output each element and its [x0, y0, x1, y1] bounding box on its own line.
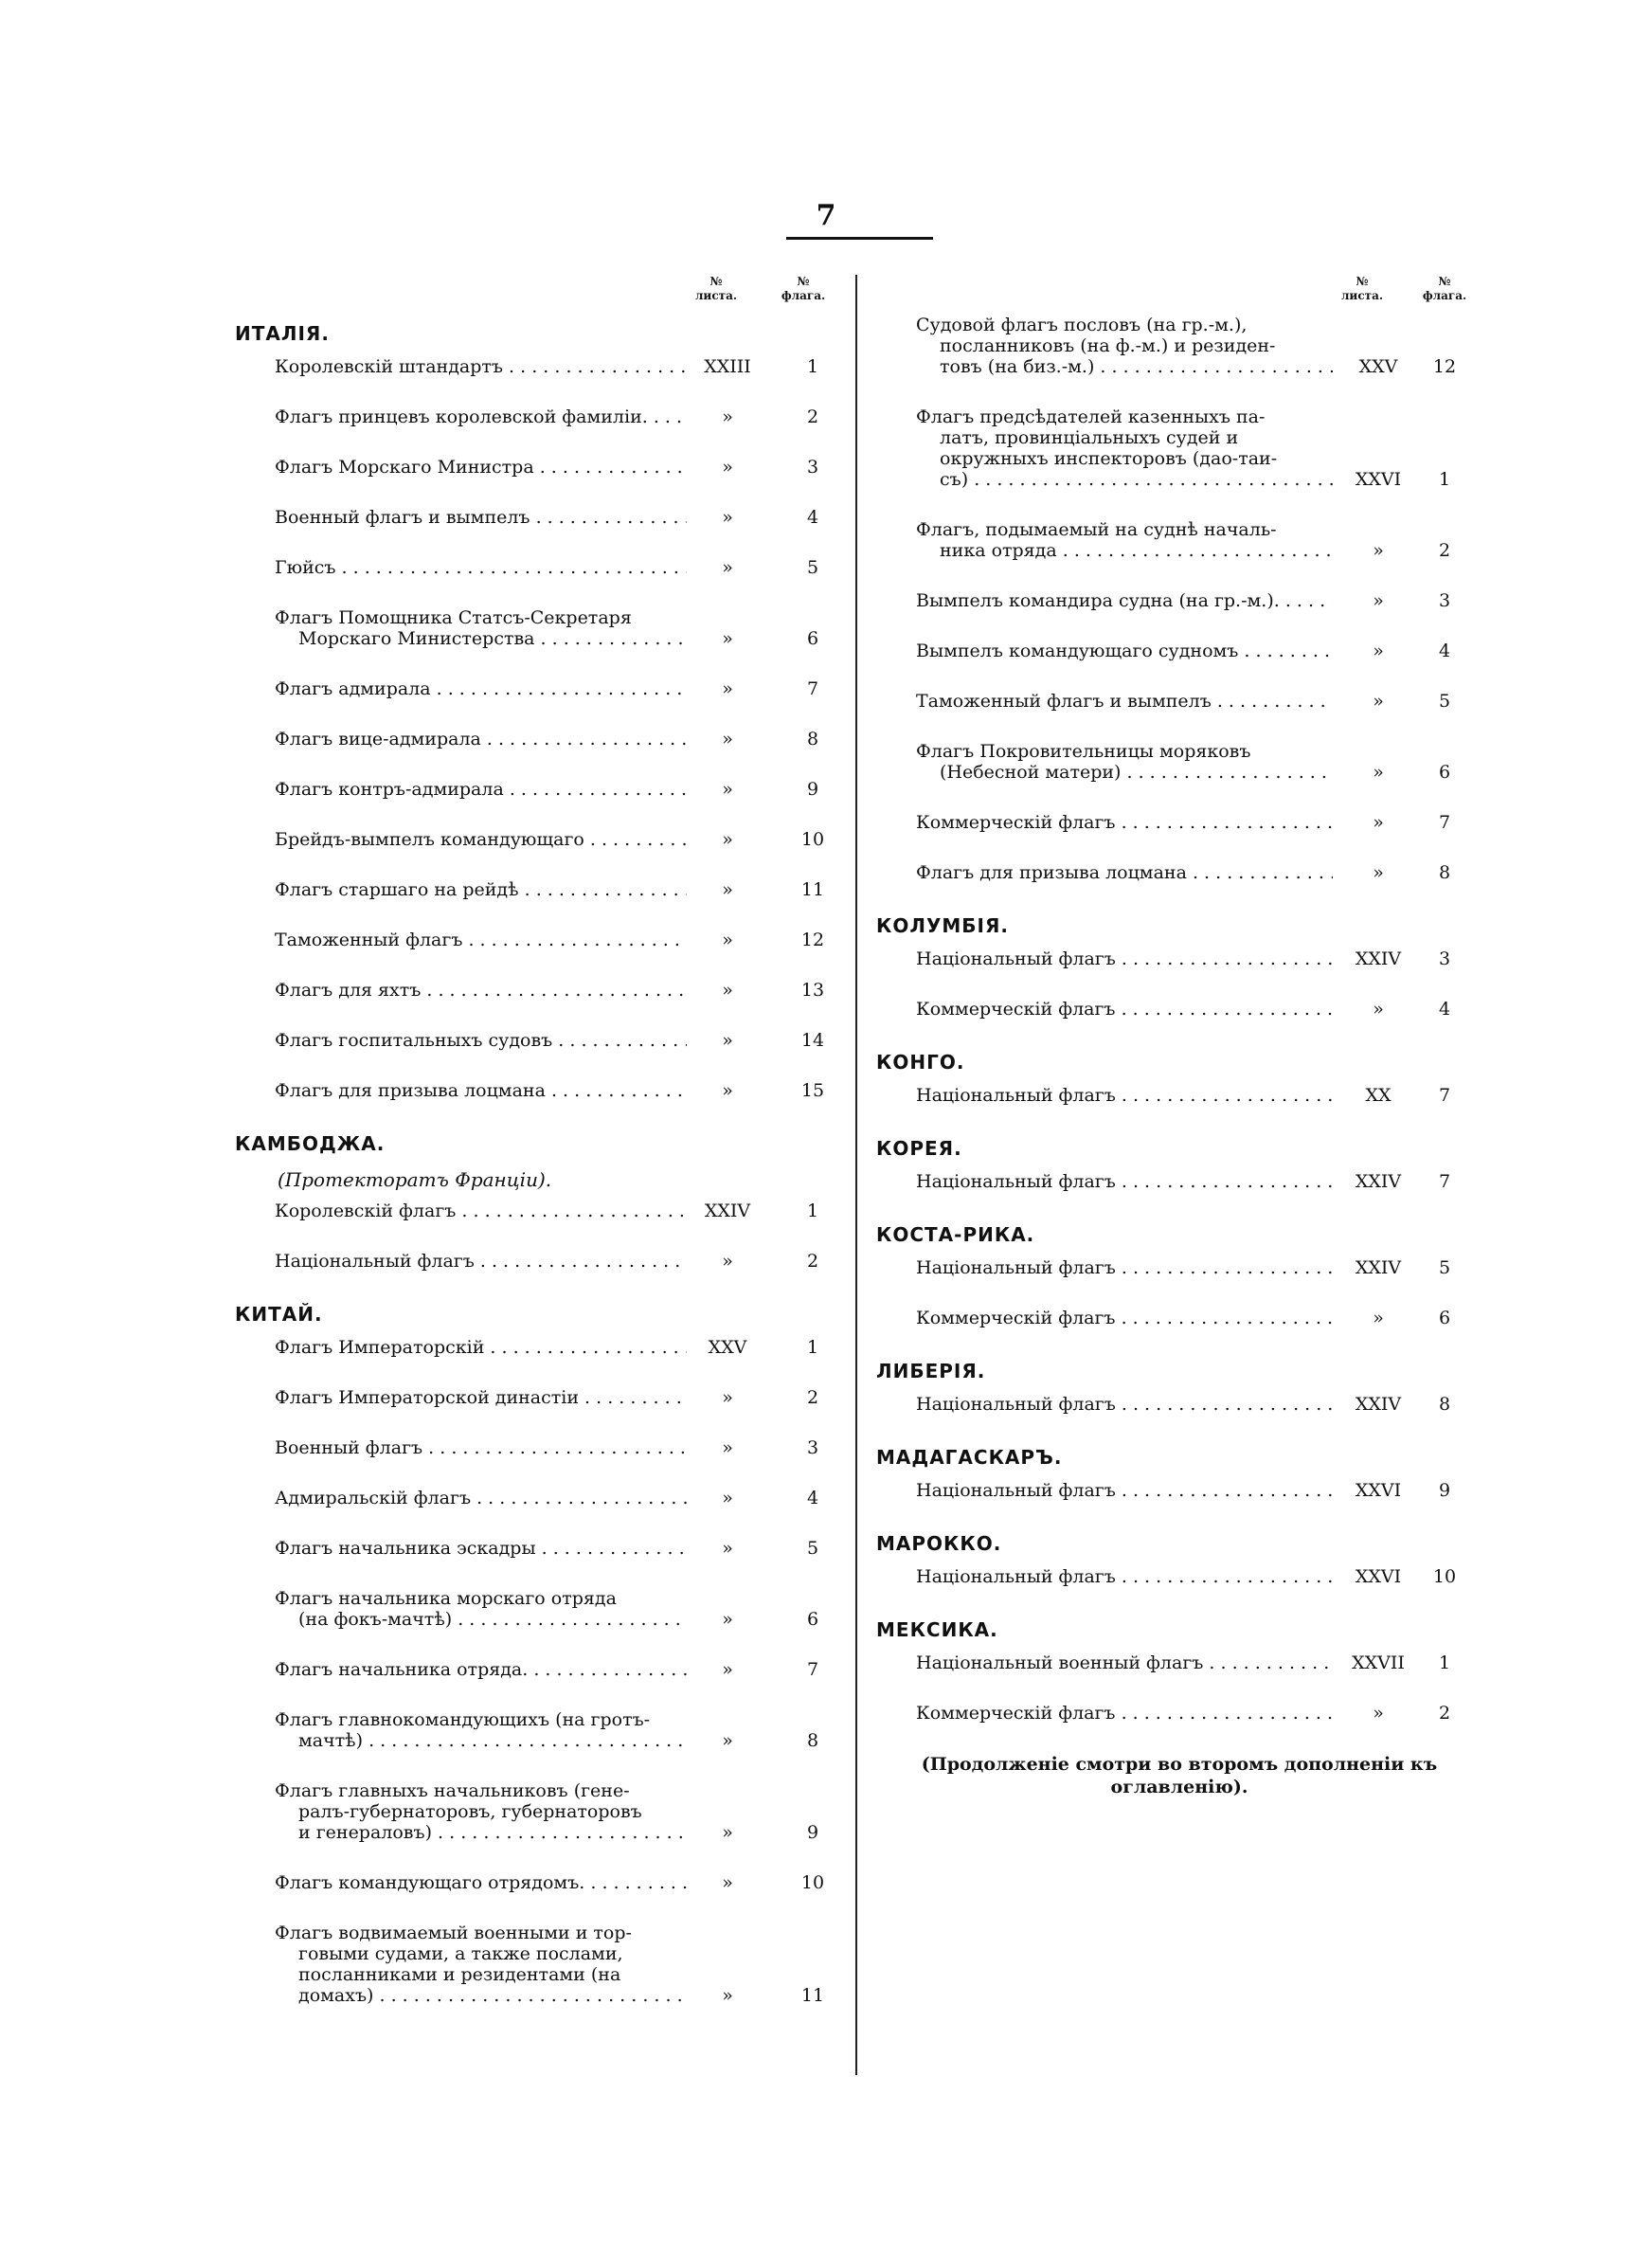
entry-text: Адмиральскій флагъ . . . [275, 1488, 687, 1508]
flag-number: 12 [800, 930, 825, 950]
sheet-number: » [722, 1609, 733, 1630]
entry-name [916, 862, 1333, 883]
entry-line: ралъ-губернаторовъ, губернаторовъ [298, 1801, 642, 1822]
sheet-number: » [722, 1822, 733, 1843]
flag-number: 9 [1438, 1480, 1451, 1501]
sheet-number: » [1373, 812, 1384, 833]
flag-number: 4 [806, 507, 819, 528]
flag-number: 3 [1438, 590, 1451, 611]
toc-entry [876, 1566, 1473, 1587]
entry-name [275, 1659, 687, 1680]
toc-entry [876, 741, 1473, 783]
toc-entry [235, 1251, 836, 1272]
entry-name [916, 1257, 1333, 1278]
entry-name [275, 1588, 687, 1630]
toc-entry [876, 999, 1473, 1020]
sheet-number: XXIV [1355, 948, 1402, 969]
entry-line: Флагъ главнокомандующихъ (на гротъ- [275, 1709, 651, 1730]
entry-text: Вымпелъ командующаго судномъ . . . [916, 641, 1333, 661]
entry-name [275, 1780, 687, 1843]
flag-number: 14 [800, 1030, 825, 1051]
toc-entry [235, 1337, 836, 1358]
column-divider [855, 275, 857, 2075]
toc-entry [876, 1652, 1473, 1673]
sheet-number: » [722, 1985, 733, 2006]
entry-name [916, 1703, 1333, 1724]
entry-line: мачтѣ) . . . [275, 1730, 687, 1751]
toc-entry [235, 1437, 836, 1458]
flag-number: 4 [1438, 999, 1451, 1020]
section-heading: МАДАГАСКАРЪ. [876, 1446, 1063, 1469]
entry-text: Коммерческій флагъ . . . [916, 1308, 1333, 1328]
entry-name [275, 1538, 687, 1559]
flag-number: 2 [1438, 1703, 1451, 1724]
entry-text: Флагъ адмирала . . . [275, 678, 687, 699]
toc-entry [876, 1308, 1473, 1328]
sheet-number: XXIV [1355, 1171, 1402, 1192]
sheet-number: » [722, 1251, 733, 1272]
entry-name [916, 590, 1333, 611]
sheet-number: » [1373, 999, 1384, 1020]
entry-name [916, 315, 1333, 377]
flag-number: 7 [1438, 812, 1451, 833]
entry-name [916, 741, 1333, 783]
entry-text: Брейдъ-вымпелъ командующаго . . . [275, 829, 687, 850]
toc-entry [235, 1872, 836, 1893]
left-entries [235, 320, 836, 2006]
toc-entry [876, 1085, 1473, 1106]
toc-entry [235, 779, 836, 800]
entry-text: Флагъ командующаго отрядомъ. . . . [275, 1872, 687, 1893]
toc-entry [876, 315, 1473, 377]
entry-text: Флагъ начальника отряда. . . . [275, 1659, 687, 1680]
entry-name [916, 1085, 1333, 1106]
sheet-number: XX [1365, 1085, 1392, 1106]
entry-name [275, 1387, 687, 1408]
flag-number: 7 [1438, 1085, 1451, 1106]
right-column [876, 275, 1473, 1798]
sheet-number: » [722, 557, 733, 578]
entry-name [275, 1709, 687, 1751]
section-heading: КОЛУМБІЯ. [876, 914, 1009, 937]
entry-text: Коммерческій флагъ . . . [916, 812, 1333, 833]
sheet-number: » [1373, 762, 1384, 783]
toc-entry [235, 1080, 836, 1101]
sheet-number: » [722, 829, 733, 850]
entry-line: съ) . . . [916, 469, 1333, 490]
flag-number: 3 [806, 1437, 819, 1458]
entry-text: Королевскій флагъ . . . [275, 1201, 687, 1221]
entry-text: Флагъ старшаго на рейдѣ . . . [275, 879, 687, 900]
section-heading: КОСТА-РИКА. [876, 1223, 1035, 1246]
entry-text: Національный флагъ . . . [916, 948, 1333, 969]
toc-entry [235, 980, 836, 1001]
section-heading: КОНГО. [876, 1051, 965, 1074]
entry-name [275, 1337, 687, 1358]
flag-number: 8 [806, 1730, 819, 1751]
entry-line: посланниками и резидентами (на [298, 1964, 621, 1985]
entry-text: Флагъ Морскаго Министра . . . [275, 457, 687, 478]
flag-number: 9 [806, 1822, 819, 1843]
sheet-number: » [722, 1538, 733, 1559]
sheet-number: » [722, 729, 733, 749]
flag-number: 2 [806, 406, 819, 427]
flag-number: 1 [806, 1337, 819, 1358]
entry-name [916, 519, 1333, 561]
sheet-number: » [722, 1872, 733, 1893]
entry-line: товъ (на биз.-м.) . . . [916, 356, 1333, 377]
sheet-number: XXIV [1355, 1394, 1402, 1415]
entry-text: Флагъ Императорскій . . . [275, 1337, 687, 1358]
section-heading: КИТАЙ. [235, 1303, 323, 1326]
entry-line: латъ, провинціальныхъ судей и [940, 427, 1239, 448]
sheet-number: » [1373, 1703, 1384, 1724]
entry-text: Флагъ для яхтъ . . . [275, 980, 687, 1001]
entry-line: Судовой флагъ пословъ (на гр.-м.), [916, 315, 1248, 335]
entry-name [916, 999, 1333, 1020]
toc-entry [235, 1780, 836, 1843]
sheet-number: » [1373, 1308, 1384, 1328]
section-heading: ИТАЛІЯ. [235, 322, 330, 345]
column-header [876, 275, 1473, 315]
flag-number: 1 [806, 1201, 819, 1221]
toc-entry [876, 519, 1473, 561]
flag-number: 5 [1438, 691, 1451, 712]
toc-entry [876, 1703, 1473, 1724]
continuation-note: (Продолженіе смотри во второмъ дополненіи къ оглавленію). [921, 1754, 1438, 1797]
entry-text: Коммерческій флагъ . . . [916, 999, 1333, 1020]
entry-text: Военный флагъ и вымпелъ . . . [275, 507, 687, 528]
sheet-number: » [1373, 862, 1384, 883]
flag-number: 12 [1432, 356, 1457, 377]
section-heading: МЕКСИКА. [876, 1618, 998, 1641]
sheet-number: XXVI [1355, 1480, 1402, 1501]
entry-name [275, 557, 687, 578]
entry-name [916, 812, 1333, 833]
entry-name [275, 829, 687, 850]
flag-number: 8 [1438, 862, 1451, 883]
entry-line: Флагъ главныхъ начальниковъ (гене- [275, 1780, 630, 1801]
entry-text: Флагъ для призыва лоцмана . . . [275, 1080, 687, 1101]
section-heading: МАРОККО. [876, 1532, 1002, 1555]
entry-line: Морскаго Министерства . . . [275, 628, 687, 649]
entry-text: Таможенный флагъ . . . [275, 930, 687, 950]
entry-name [275, 607, 687, 649]
flag-number: 6 [1438, 762, 1451, 783]
flag-number: 1 [806, 356, 819, 377]
sheet-number: » [722, 628, 733, 649]
entry-name [275, 507, 687, 528]
sheet-number: » [722, 879, 733, 900]
entry-name [275, 1030, 687, 1051]
toc-entry [235, 1030, 836, 1051]
flag-number: 2 [806, 1251, 819, 1272]
entry-text: Національный флагъ . . . [916, 1394, 1333, 1415]
entry-name [916, 948, 1333, 969]
flag-number: 6 [1438, 1308, 1451, 1328]
sheet-number: » [1373, 641, 1384, 661]
toc-entry [235, 678, 836, 699]
entry-name [275, 1437, 687, 1458]
sheet-number: » [722, 930, 733, 950]
entry-name [916, 1171, 1333, 1192]
sheet-number: » [722, 457, 733, 478]
toc-entry [235, 1387, 836, 1408]
entry-text: Національный флагъ . . . [916, 1085, 1333, 1106]
entry-text: Королевскій штандартъ . . . [275, 356, 687, 377]
entry-name [275, 1872, 687, 1893]
entry-name [275, 1488, 687, 1508]
flag-number: 2 [806, 1387, 819, 1408]
entry-name [275, 1923, 687, 2006]
entry-text: Національный флагъ . . . [275, 1251, 687, 1272]
flag-number-header: № флага. [1422, 275, 1467, 302]
toc-entry [235, 507, 836, 528]
flag-number: 7 [1438, 1171, 1451, 1192]
sheet-number: » [722, 507, 733, 528]
flag-number-header: № флага. [781, 275, 826, 302]
sheet-number: » [722, 980, 733, 1001]
entry-text: Флагъ Императорской династіи . . . [275, 1387, 687, 1408]
entry-text: Флагъ госпитальныхъ судовъ . . . [275, 1030, 687, 1051]
toc-entry [235, 406, 836, 427]
left-column [235, 275, 836, 2035]
sheet-number: XXIII [704, 356, 751, 377]
entry-text: Національный флагъ . . . [916, 1171, 1333, 1192]
sheet-number: » [1373, 590, 1384, 611]
entry-name [916, 1480, 1333, 1501]
flag-number: 5 [806, 1538, 819, 1559]
flag-number: 10 [800, 829, 825, 850]
sheet-number: XXV [1358, 356, 1398, 377]
entry-line: и генераловъ) . . . [275, 1822, 687, 1843]
entry-name [275, 779, 687, 800]
sheet-number: » [722, 678, 733, 699]
toc-entry [235, 1659, 836, 1680]
toc-entry [235, 1538, 836, 1559]
entry-text: Вымпелъ командира судна (на гр.-м.). . . . [916, 590, 1333, 611]
toc-entry [235, 729, 836, 749]
flag-number: 3 [1438, 948, 1451, 969]
entry-line: Флагъ начальника морскаго отряда [275, 1588, 617, 1609]
flag-number: 3 [806, 457, 819, 478]
entry-line: Флагъ водвимаемый военными и тор- [275, 1923, 632, 1943]
toc-entry [876, 590, 1473, 611]
toc-entry [235, 1709, 836, 1751]
flag-number: 7 [806, 1659, 819, 1680]
page-number: 7 [816, 199, 836, 232]
entry-text: Національный флагъ . . . [916, 1566, 1333, 1587]
flag-number: 10 [1432, 1566, 1457, 1587]
entry-name [916, 1652, 1333, 1673]
flag-number: 4 [1438, 641, 1451, 661]
entry-line: (Небесной матери) . . . [916, 762, 1333, 783]
flag-number: 6 [806, 1609, 819, 1630]
toc-entry [235, 829, 836, 850]
sheet-number: » [722, 779, 733, 800]
entry-name [916, 1308, 1333, 1328]
entry-line: Флагъ, подымаемый на суднѣ началь- [916, 519, 1277, 540]
flag-number: 2 [1438, 540, 1451, 561]
section-heading: КАМБОДЖА. [235, 1132, 386, 1155]
flag-number: 7 [806, 678, 819, 699]
entry-line: посланниковъ (на ф.-м.) и резиден- [940, 335, 1276, 356]
entry-name [275, 1080, 687, 1101]
entry-line: Флагъ предсѣдателей казенныхъ па- [916, 406, 1266, 427]
entry-text: Флагъ принцевъ королевской фамиліи. . . . [275, 406, 687, 427]
toc-entry [235, 1201, 836, 1221]
entry-line: домахъ) . . . [275, 1985, 687, 2006]
right-entries [876, 315, 1473, 1798]
entry-name [275, 1201, 687, 1221]
entry-line: ника отряда . . . [916, 540, 1333, 561]
toc-entry [876, 862, 1473, 883]
entry-name [916, 691, 1333, 712]
entry-line: окружныхъ инспекторовъ (дао-таи- [940, 448, 1278, 469]
sheet-number: » [722, 1387, 733, 1408]
entry-name [275, 406, 687, 427]
entry-text: Флагъ вице-адмирала . . . [275, 729, 687, 749]
section-subtitle: (Протекторатъ Франціи). [278, 1168, 552, 1191]
entry-name [275, 879, 687, 900]
sheet-number-header: № листа. [1340, 275, 1384, 302]
toc-entry [876, 1480, 1473, 1501]
sheet-number: » [722, 1659, 733, 1680]
section-heading: КОРЕЯ. [876, 1137, 962, 1160]
entry-line: говыми судами, а также послами, [298, 1943, 623, 1964]
sheet-number: XXVI [1355, 1566, 1402, 1587]
sheet-number: » [1373, 691, 1384, 712]
entry-name [916, 1566, 1333, 1587]
toc-entry [876, 406, 1473, 490]
flag-number: 6 [806, 628, 819, 649]
toc-entry [876, 812, 1473, 833]
toc-entry [235, 1488, 836, 1508]
flag-number: 8 [1438, 1394, 1451, 1415]
entry-text: Флагъ контръ-адмирала . . . [275, 779, 687, 800]
sheet-number: » [722, 1437, 733, 1458]
toc-entry [876, 1171, 1473, 1192]
entry-name [916, 641, 1333, 661]
sheet-number: XXIV [704, 1201, 751, 1221]
toc-entry [876, 1257, 1473, 1278]
entry-name [275, 457, 687, 478]
flag-number: 11 [800, 1985, 825, 2006]
entry-name [275, 678, 687, 699]
toc-entry [876, 1394, 1473, 1415]
entry-line: (на фокъ-мачтѣ) . . . [275, 1609, 687, 1630]
entry-text: Національный военный флагъ . . . [916, 1652, 1333, 1673]
toc-entry [235, 930, 836, 950]
entry-line: Флагъ Покровительницы моряковъ [916, 741, 1251, 762]
entry-text: Флагъ начальника эскадры . . . [275, 1538, 687, 1559]
toc-entry [235, 457, 836, 478]
entry-name [275, 729, 687, 749]
sheet-number: » [722, 1730, 733, 1751]
flag-number: 8 [806, 729, 819, 749]
top-rule [786, 237, 933, 240]
sheet-number: XXVII [1352, 1652, 1405, 1673]
entry-text: Національный флагъ . . . [916, 1480, 1333, 1501]
flag-number: 4 [806, 1488, 819, 1508]
sheet-number-header: № листа. [694, 275, 738, 302]
flag-number: 13 [800, 980, 825, 1001]
entry-line: Флагъ Помощника Статсъ-Секретаря [275, 607, 632, 628]
flag-number: 1 [1438, 1652, 1451, 1673]
flag-number: 11 [800, 879, 825, 900]
sheet-number: » [722, 406, 733, 427]
toc-entry [235, 607, 836, 649]
entry-text: Гюйсъ . . . [275, 557, 687, 578]
sheet-number: » [722, 1488, 733, 1508]
toc-entry [235, 557, 836, 578]
flag-number: 15 [800, 1080, 825, 1101]
toc-entry [235, 1923, 836, 2006]
flag-number: 5 [806, 557, 819, 578]
sheet-number: XXV [708, 1337, 747, 1358]
toc-entry [876, 948, 1473, 969]
flag-number: 5 [1438, 1257, 1451, 1278]
entry-text: Національный флагъ . . . [916, 1257, 1333, 1278]
entry-name [275, 980, 687, 1001]
column-header [235, 275, 836, 315]
flag-number: 10 [800, 1872, 825, 1893]
flag-number: 1 [1438, 469, 1451, 490]
entry-text: Военный флагъ . . . [275, 1437, 687, 1458]
flag-number: 9 [806, 779, 819, 800]
section-heading: ЛИБЕРІЯ. [876, 1360, 986, 1382]
entry-name [916, 406, 1333, 490]
toc-entry [235, 356, 836, 377]
toc-entry [235, 879, 836, 900]
sheet-number: » [1373, 540, 1384, 561]
toc-entry [876, 691, 1473, 712]
entry-name [275, 930, 687, 950]
sheet-number: XXVI [1355, 469, 1402, 490]
sheet-number: » [722, 1030, 733, 1051]
entry-name [275, 1251, 687, 1272]
entry-text: Флагъ для призыва лоцмана . . . [916, 862, 1333, 883]
entry-name [916, 1394, 1333, 1415]
sheet-number: XXIV [1355, 1257, 1402, 1278]
entry-name [275, 356, 687, 377]
toc-entry [235, 1588, 836, 1630]
sheet-number: » [722, 1080, 733, 1101]
entry-text: Коммерческій флагъ . . . [916, 1703, 1333, 1724]
toc-entry [876, 641, 1473, 661]
entry-text: Таможенный флагъ и вымпелъ . . . [916, 691, 1333, 712]
